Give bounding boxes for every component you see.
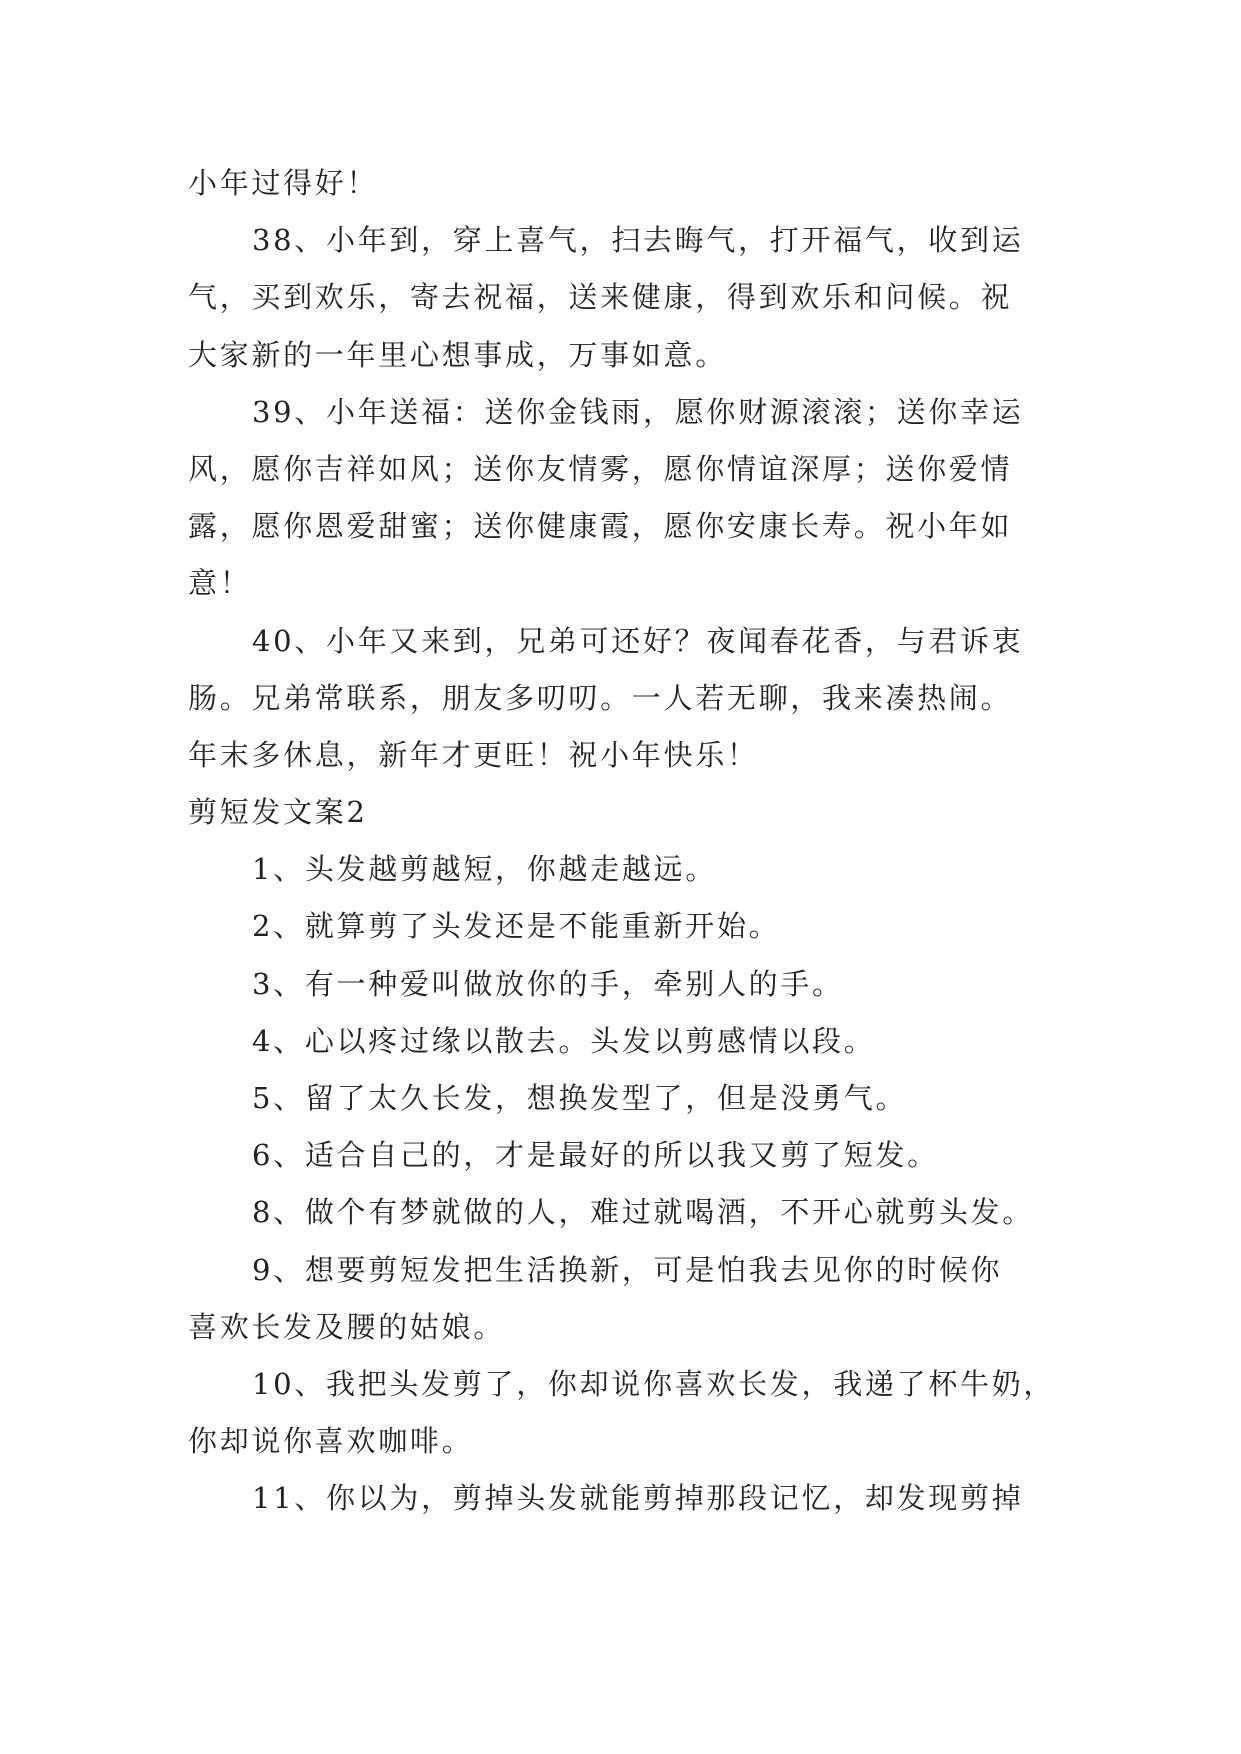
text-line: 10、我把头发剪了，你却说你喜欢长发，我递了杯牛奶， bbox=[252, 1366, 1056, 1401]
text-line: 肠。兄弟常联系，朋友多叨叨。一人若无聊，我来凑热闹。 bbox=[188, 680, 1013, 715]
paragraph bbox=[188, 1127, 1088, 1184]
paragraph bbox=[188, 155, 1088, 212]
section-heading bbox=[188, 784, 1088, 841]
text-line: 露，愿你恩爱甜蜜；送你健康霞，愿你安康长寿。祝小年如 bbox=[188, 509, 1013, 544]
text-line: 年末多休息，新年才更旺！祝小年快乐！ bbox=[188, 737, 759, 772]
paragraph bbox=[188, 956, 1088, 1013]
paragraph bbox=[188, 898, 1088, 955]
paragraph bbox=[188, 212, 1088, 384]
paragraph bbox=[188, 1070, 1088, 1127]
text-line: 意！ bbox=[188, 566, 252, 601]
paragraph bbox=[188, 613, 1088, 785]
document-body bbox=[188, 155, 1088, 1528]
heading-text: 剪短发文案2 bbox=[188, 795, 368, 830]
text-line: 你却说你喜欢咖啡。 bbox=[188, 1424, 474, 1459]
text-line: 气，买到欢乐，寄去祝福，送来健康，得到欢乐和问候。祝 bbox=[188, 280, 1013, 315]
text-line: 2、就算剪了头发还是不能重新开始。 bbox=[252, 909, 781, 944]
text-line: 3、有一种爱叫做放你的手，牵别人的手。 bbox=[252, 966, 844, 1001]
text-line: 39、小年送福：送你金钱雨，愿你财源滚滚；送你幸运 bbox=[252, 394, 1024, 429]
text-line: 5、留了太久长发，想换发型了，但是没勇气。 bbox=[252, 1081, 908, 1115]
text-line: 1、头发越剪越短，你越走越远。 bbox=[252, 852, 717, 887]
text-line: 9、想要剪短发把生活换新，可是怕我去见你的时候你 bbox=[252, 1252, 1003, 1287]
text-line: 4、心以疼过缘以散去。头发以剪感情以段。 bbox=[252, 1023, 876, 1058]
paragraph bbox=[188, 1470, 1088, 1527]
paragraph bbox=[188, 1013, 1088, 1070]
paragraph bbox=[188, 384, 1088, 613]
text-line: 6、适合自己的，才是最好的所以我又剪了短发。 bbox=[252, 1138, 939, 1173]
text-line: 大家新的一年里心想事成，万事如意。 bbox=[188, 337, 727, 372]
text-line: 小年过得好！ bbox=[188, 166, 379, 200]
text-line: 38、小年到，穿上喜气，扫去晦气，打开福气，收到运 bbox=[252, 223, 1024, 258]
text-line: 8、做个有梦就做的人，难过就喝酒，不开心就剪头发。 bbox=[252, 1195, 1034, 1230]
text-line: 11、你以为，剪掉头发就能剪掉那段记忆，却发现剪掉 bbox=[252, 1481, 1024, 1516]
text-line: 喜欢长发及腰的姑娘。 bbox=[188, 1309, 506, 1344]
paragraph bbox=[188, 841, 1088, 898]
text-line: 风，愿你吉祥如风；送你友情雾，愿你情谊深厚；送你爱情 bbox=[188, 451, 1013, 486]
paragraph bbox=[188, 1356, 1088, 1470]
text-line: 40、小年又来到，兄弟可还好？夜闻春花香，与君诉衷 bbox=[252, 623, 1024, 658]
paragraph bbox=[188, 1184, 1088, 1241]
paragraph bbox=[188, 1242, 1088, 1356]
